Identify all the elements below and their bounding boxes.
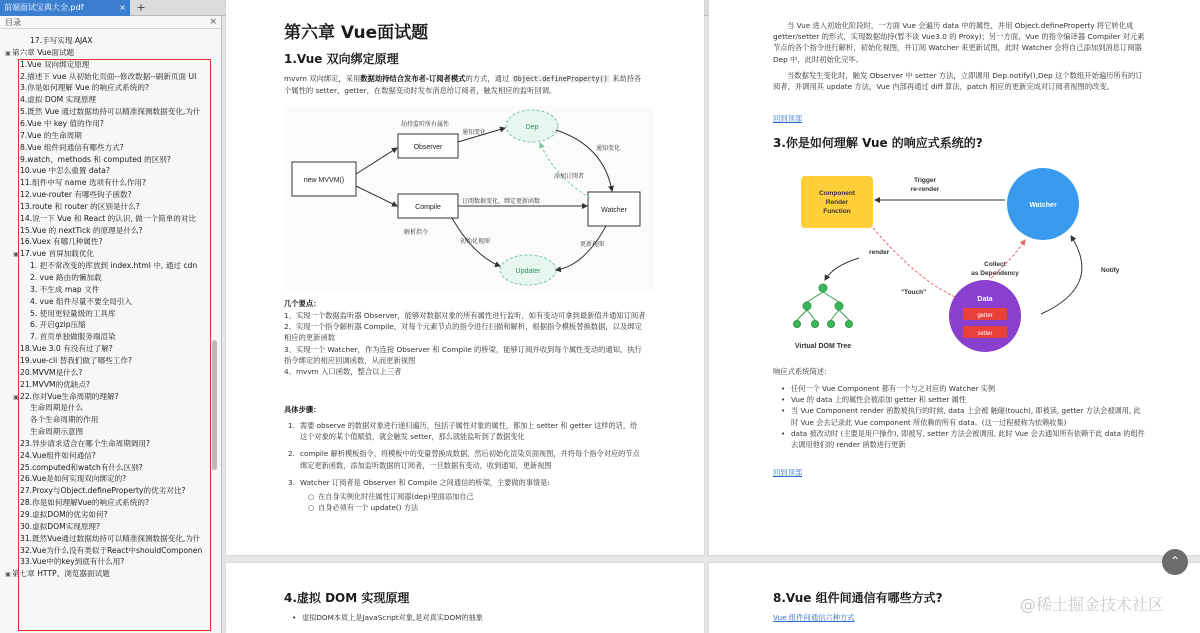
toc-item-label: 11.组件中写 name 选项有什么作用? <box>20 178 147 188</box>
toc-item[interactable] <box>0 225 208 237</box>
toc-item-label: 27.Proxy与Object.defineProperty的优劣对比? <box>20 486 186 496</box>
communication-link[interactable]: Vue 组件间通信六种方式 <box>773 613 855 622</box>
document-tab-title: 前端面试宝典大全.pdf <box>4 3 84 12</box>
toc-item[interactable] <box>0 130 208 142</box>
collapse-toggle-icon[interactable]: ▣ <box>13 393 19 401</box>
toc-scrollbar[interactable] <box>212 340 217 470</box>
reactivity-bullets <box>779 383 1145 450</box>
component-render-label: Component Render Function <box>818 190 856 215</box>
toc-item-label: 生命周期是什么 <box>30 403 84 413</box>
toc-item-label: 各个生命周期的作用 <box>30 415 99 425</box>
toc-item-label: 1.Vue 双向绑定原理 <box>20 59 90 69</box>
toc-item-label: 26.Vue是如何实现双向绑定的? <box>20 474 127 484</box>
new-mvvm-label: new MVVM() <box>303 177 345 184</box>
watermark: @稀土掘金技术社区 <box>1020 595 1165 614</box>
toc-item[interactable] <box>0 248 208 260</box>
touch-label: "Touch" <box>901 289 927 296</box>
intro-paragraph <box>284 73 646 96</box>
render-label: render <box>869 249 890 256</box>
chapter-title: 第六章 Vue面试题 <box>284 23 429 43</box>
label-hijack: 劫持监听所有属性 <box>401 122 450 128</box>
vdom-label: Virtual DOM Tree <box>794 343 852 350</box>
toc-item-label: 4.虚拟 DOM 实现原理 <box>20 95 97 105</box>
toc-item-label: 15.Vue 的 nextTick 的原理是什么? <box>20 225 143 235</box>
label-notify-2: 通知变化 <box>596 146 621 152</box>
section-title-reactivity: 3.你是如何理解 Vue 的响应式系统的? <box>773 136 983 150</box>
toc-item-label: 6. 开启gzip压缩 <box>30 320 86 330</box>
toc-item-label: 7. 首页单独做服务端渲染 <box>30 332 116 342</box>
intro-text-end: 来劫持各个属性的 setter，getter，在数据变动时发布消息给订阅者，触发相应的监听回调。 <box>284 74 642 96</box>
toc-item[interactable] <box>0 414 208 426</box>
vdom-bullet: • 虚拟DOM本质上是JavaScript对象,是对真实DOM的抽象 <box>292 613 483 622</box>
toc-item[interactable] <box>0 308 208 320</box>
toc-item[interactable] <box>0 450 208 462</box>
toc-item-label: 30.虚拟DOM实现原理? <box>20 521 101 531</box>
toc-item[interactable] <box>0 568 208 580</box>
toc-item-label: 19.vue-cli 替我们做了哪些工作? <box>20 355 132 365</box>
toc-item-label: 第六章 Vue面试题 <box>12 47 75 57</box>
intro-bold: 数据劫持结合发布者-订阅者模式 <box>360 74 466 83</box>
toc-item[interactable] <box>0 367 208 379</box>
reactivity-bullet: • 当 Vue Component render 函数被执行的时候, data 上会被 触碰(touch), 即被读, getter 方法会被调用, 此时 Vue 会去记录此 Vue component 所依赖的所有 data。(这一过程被称为依赖收集) <box>781 406 1141 427</box>
data-change-paragraph: 当数据发生变化时，触发 Observer 中 setter 方法，立即调用 Dep.notify(),Dep 这个数组开始遍历所有的订阅者，并调用其 update 方法，Vue 内部再通过 diff 算法，patch 相应的更新完成对订阅者视图的改变。 <box>773 71 1143 92</box>
steps-list <box>288 420 644 513</box>
toc-item[interactable] <box>0 426 208 438</box>
close-toc-icon[interactable]: × <box>209 17 217 27</box>
section-title-communication: 8.Vue 组件间通信有哪些方式? <box>773 591 943 605</box>
step-item: 3. Watcher 订阅者是 Observer 和 Compile 之间通信的桥梁，主要做的事情是: <box>288 477 550 487</box>
toc-item[interactable] <box>0 343 208 355</box>
toc-item-label: 1. 把不常改变的库放到 index.html 中, 通过 cdn <box>30 261 198 271</box>
toc-item-label: 16.Vuex 有哪几种属性? <box>20 237 103 247</box>
toc-item[interactable] <box>0 165 208 177</box>
toc-item-label: 13.route 和 router 的区别是什么? <box>20 201 140 211</box>
toc-item[interactable] <box>0 462 208 474</box>
toc-item[interactable] <box>0 497 208 509</box>
label-add-subscriber: 添加订阅者 <box>554 174 585 180</box>
back-to-top-link[interactable]: 回到顶部 <box>773 114 803 123</box>
key-point: 2、实现一个指令解析器 Compile，对每个元素节点的指令进行扫描和解析，根据指令模板替换数据，以及绑定相应的更新函数 <box>284 322 642 343</box>
updater-label: Updater <box>515 268 541 275</box>
toc-item[interactable] <box>0 391 208 403</box>
toc-item-label: 22.你对Vue生命周期的理解? <box>20 391 119 401</box>
toc-item[interactable] <box>0 94 208 106</box>
toc-item-label: 21.MVVM的优缺点? <box>20 379 90 389</box>
collapse-toggle-icon[interactable]: ▣ <box>13 251 19 259</box>
toc-item[interactable] <box>0 319 208 331</box>
toc-item[interactable] <box>0 331 208 343</box>
toc-item-label: 23.异步请求适合在哪个生命周期调用? <box>20 438 151 448</box>
toc-item-label: 20.MVVM是什么? <box>20 367 83 377</box>
toc-item-label: 4. vue 组件尽量不要全局引入 <box>30 296 132 306</box>
toc-item-label: 28.你是如何理解Vue的响应式系统的? <box>20 498 149 508</box>
reactivity-desc-title: 响应式系统简述: <box>773 367 827 376</box>
toc-item-label: 3. 不生成 map 文件 <box>30 284 100 294</box>
pdf-page-left-next <box>226 563 704 633</box>
toc-item[interactable] <box>0 47 208 59</box>
intro-text: mvvm 双向绑定，采用 <box>284 74 361 83</box>
label-subscribe: 订阅数据变化，绑定更新函数 <box>462 199 541 205</box>
toc-item[interactable] <box>0 260 208 272</box>
pdf-page-left <box>226 0 704 555</box>
toc-item[interactable] <box>0 402 208 414</box>
virtual-dom-tree-icon <box>794 284 853 328</box>
initialization-paragraph: 当 Vue 进入初始化阶段时，一方面 Vue 会遍历 data 中的属性，并用 Object.defineProperty 将它转化成 getter/setter 的形式，实现数据劫持(暂不谈 Vue3.0 的 Proxy)；另一方面，Vue 的指令编译器 Compiler 对元素节点的各个指令进行解析，初始化视图，并订阅 Watcher 来更新试图，此时 Watcher 会将自己添加到消息订阅器 Dep 中，此时初始化完毕。 <box>773 21 1145 64</box>
toc-item[interactable] <box>0 533 208 545</box>
trigger-label: Trigger re-render <box>910 177 940 193</box>
toc-item-label: 29.虚拟DOM的优劣如何? <box>20 510 108 519</box>
toc-item-label: 24.Vue组件如何通信? <box>20 450 96 460</box>
toc-item[interactable] <box>0 296 208 308</box>
steps-title: 具体步骤： <box>284 405 321 414</box>
toc-item[interactable] <box>0 485 208 497</box>
toc-item-label: 5. 使用更轻量级的工具库 <box>30 308 116 318</box>
setter-label: setter <box>977 331 993 337</box>
toc-item-label: 第七章 HTTP、浏览器面试题 <box>12 569 110 579</box>
toc-item[interactable] <box>0 379 208 391</box>
toc-item-label: 18.Vue 3.0 有没有过了解? <box>20 344 113 354</box>
close-tab-icon[interactable]: × <box>119 3 126 12</box>
toc-item-label: 8.Vue 组件间通信有哪些方式? <box>20 142 124 152</box>
toc-item-label: 3.你是如何理解 Vue 的响应式系统的? <box>20 83 149 93</box>
pdf-page-right <box>709 0 1200 555</box>
toc-item[interactable] <box>0 154 208 166</box>
notify-label: Notify <box>1101 267 1120 274</box>
key-point: 4、mvvm 入口函数，整合以上三者 <box>284 367 402 377</box>
toc-item-label: 10.vue 中怎么重置 data? <box>20 166 110 176</box>
toc-item[interactable] <box>0 35 208 47</box>
toc-item[interactable] <box>0 355 208 367</box>
toc-item-label: 31.既然Vue通过数据劫持可以精准探测数据变化,为什 <box>20 533 201 543</box>
toc-item-label: 12.vue-router 有哪些钩子函数? <box>20 190 132 200</box>
section-title: 1.Vue 双向绑定原理 <box>284 52 399 66</box>
intro-code: Object.defineProperty() <box>513 75 608 83</box>
reactivity-bullet: • data 被改动时 (主要是用户操作), 即被写, setter 方法会被调用, 此时 Vue 会去通知所有依赖于此 data 的组件去调用他们的 render 函数进行更新 <box>781 428 1145 450</box>
dep-label: Dep <box>525 124 539 131</box>
watcher-circle-label: Watcher <box>1029 202 1057 209</box>
collapse-toggle-icon[interactable]: ▣ <box>5 571 11 579</box>
toc-item[interactable] <box>0 106 208 118</box>
toc-item[interactable] <box>0 142 208 154</box>
toc-item[interactable] <box>0 556 208 568</box>
toc-item[interactable] <box>0 71 208 83</box>
watcher-label: Watcher <box>601 207 627 214</box>
sub-step-item: ○ 在自身实例化时往属性订阅器(dep)里面添加自己 <box>308 492 474 502</box>
sub-step-item: ○ 自身必须有一个 update() 方法 <box>308 503 419 513</box>
toc-item-label: 32.Vue为什么没有类似于React中shouldComponen <box>20 545 203 555</box>
toc-item[interactable] <box>0 177 208 189</box>
toc-item-label: 14.说一下 Vue 和 React 的认识, 做一个简单的对比 <box>20 213 197 223</box>
toc-item-label: 17.手写实现 AJAX <box>30 36 93 45</box>
toc-item[interactable] <box>0 236 208 248</box>
step-item: 1. 需要 observe 的数据对象进行递归遍历，包括子属性对象的属性，都加上 setter 和 getter 这样的话，给这个对象的某个值赋值，就会触发 setter，那么就能监听到了数据变化 <box>288 421 638 442</box>
scroll-to-top-button[interactable]: ⌃ <box>1162 549 1188 575</box>
toc-item[interactable] <box>0 82 208 94</box>
collapse-toggle-icon[interactable]: ▣ <box>5 49 11 57</box>
toc-item-label: 33.Vue中的key到底有什么用? <box>20 557 125 567</box>
toc-item[interactable] <box>0 189 208 201</box>
data-label: Data <box>977 296 993 303</box>
toc-item-label: 2. vue 路由的懒加载 <box>30 273 102 282</box>
toc-title: 目录 <box>5 18 21 27</box>
toc-item[interactable] <box>0 521 208 533</box>
getter-label: getter <box>977 313 993 319</box>
back-to-top-link-2[interactable]: 回到顶部 <box>773 468 803 477</box>
intro-text-mid: 的方式，通过 <box>465 74 512 83</box>
key-points <box>284 310 646 377</box>
toc-item[interactable] <box>0 284 208 296</box>
observer-label: Observer <box>413 144 443 151</box>
toc-item-label: 7.Vue 的生命周期 <box>20 130 82 140</box>
key-point: 1、实现一个数据监听器 Observer，能够对数据对象的所有属性进行监听，如有变动可拿到最新值并通知订阅者 <box>284 311 646 320</box>
toc-item-label: 25.computed和watch有什么区别? <box>20 462 143 472</box>
toc-item[interactable] <box>0 201 208 213</box>
toc-item-label: 17.vue 首屏加载优化 <box>20 249 95 259</box>
reactivity-bullet: • Vue 的 data 上的属性会被添加 getter 和 setter 属性 <box>781 395 967 405</box>
toc-item-label: 生命周期示意图 <box>30 427 84 437</box>
toc-item[interactable] <box>0 509 208 521</box>
mvvm-binding-diagram <box>284 106 654 291</box>
label-init-view: 初始化视图 <box>460 239 491 245</box>
section-title-vdom: 4.虚拟 DOM 实现原理 <box>284 591 410 605</box>
label-parse: 解析指令 <box>404 230 429 236</box>
reactivity-bullet: • 任何一个 Vue Component 都有一个与之对应的 Watcher 实例 <box>781 384 996 393</box>
toc-item[interactable] <box>0 473 208 485</box>
toc-item-label: 6.Vue 中 key 值的作用? <box>20 118 104 128</box>
step-item: 2. compile 解析模板指令，将模板中的变量替换成数据，然后初始化渲染页面视图，并将每个指令对应的节点绑定更新函数，添加监听数据的订阅者，一旦数据有变动，收到通知，更新视图 <box>288 449 640 470</box>
key-points-title: 几个要点： <box>284 299 321 308</box>
toc-item[interactable] <box>0 118 208 130</box>
toc-item-label: 5.既然 Vue 通过数据劫持可以精准探测数据变化,为什 <box>20 107 201 117</box>
collect-label: Collect as Dependency <box>971 261 1019 277</box>
toc-header <box>0 16 221 29</box>
toc-item[interactable] <box>0 213 208 225</box>
compile-label: Compile <box>415 204 441 211</box>
toc-item[interactable] <box>0 272 208 284</box>
key-point: 3、实现一个 Watcher，作为连接 Observer 和 Compile 的桥梁，能够订阅并收到每个属性变动的通知，执行指令绑定的相应回调函数，从而更新视图 <box>284 344 642 365</box>
label-notify-1: 通知变化 <box>462 130 487 136</box>
toc-item[interactable] <box>0 545 208 557</box>
toc-item-label: 9.watch、methods 和 computed 的区别? <box>20 154 171 164</box>
toc-item[interactable] <box>0 59 208 71</box>
document-tab[interactable] <box>0 0 130 16</box>
new-tab-button[interactable]: + <box>136 1 146 14</box>
toc-item[interactable] <box>0 438 208 450</box>
label-update-view: 更新视图 <box>580 242 605 248</box>
reactivity-diagram <box>773 166 1133 362</box>
toc-item-label: 2.描述下 vue 从初始化页面--修改数据--刷新页面 UI <box>20 71 197 81</box>
toc-sidebar <box>0 16 222 633</box>
